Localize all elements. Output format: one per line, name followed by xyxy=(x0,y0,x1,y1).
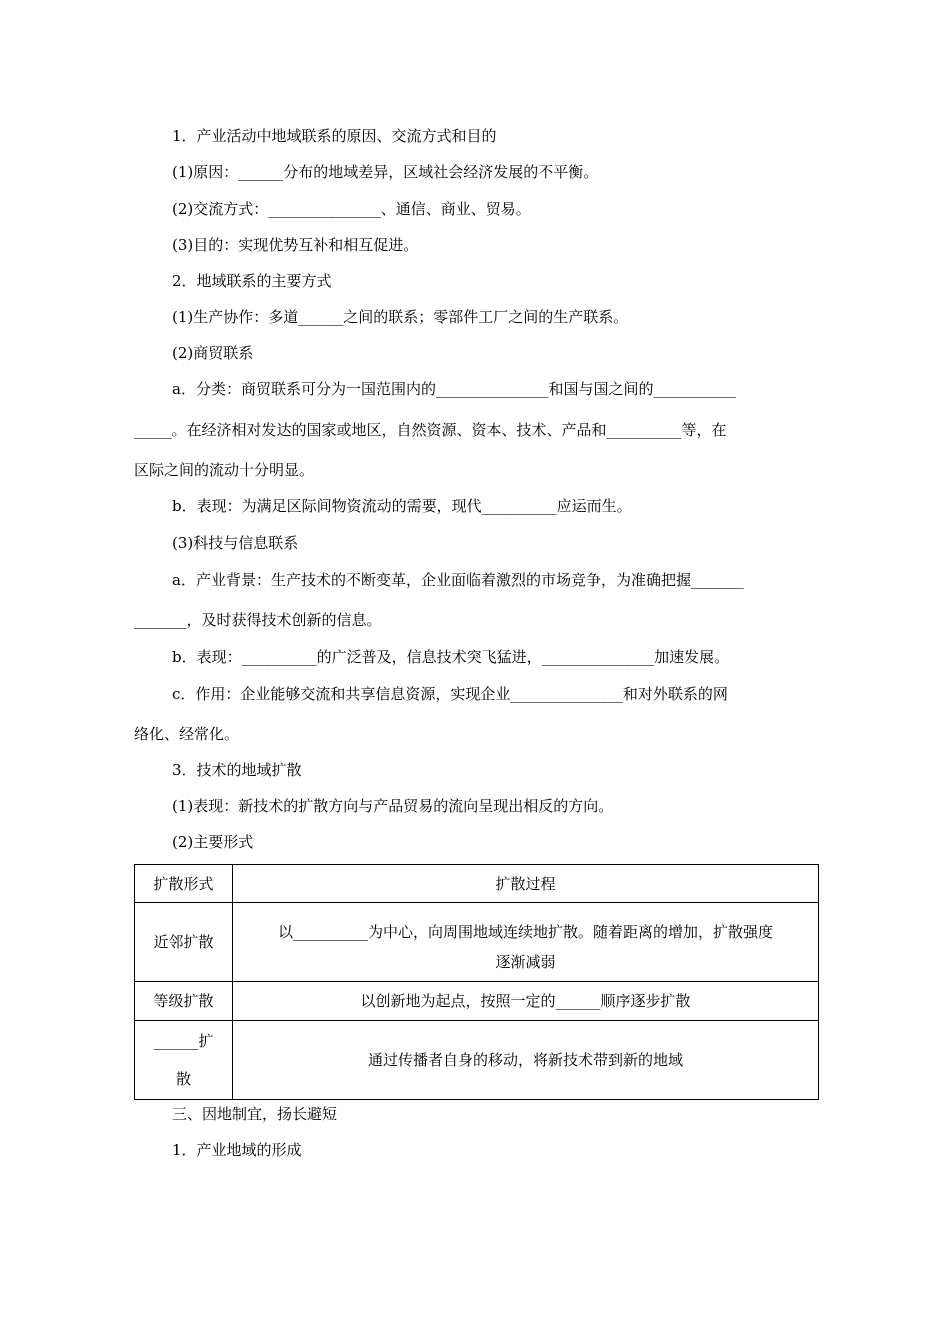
table-header-row xyxy=(135,865,819,903)
table-cell-form: 等级扩散 xyxy=(135,982,233,1021)
table-cell-form: 近邻扩散 xyxy=(135,903,233,982)
section-1-title: 1．产业活动中地域联系的原因、交流方式和目的 xyxy=(172,127,497,145)
form-line: 散 xyxy=(175,1070,191,1088)
paragraph: 区际之间的流动十分明显。 xyxy=(134,461,315,479)
paragraph: _____。在经济相对发达的国家或地区，自然资源、资本、技术、产品和__________等，在 xyxy=(134,421,727,439)
table-header-cell: 扩散形式 xyxy=(135,865,233,903)
paragraph: b．表现：为满足区际间物资流动的需要，现代__________应运而生。 xyxy=(172,497,632,515)
process-line: 逐渐减弱 xyxy=(495,953,556,971)
form-line: ______扩 xyxy=(153,1032,214,1050)
table-cell-process: 通过传播者自身的移动，将新技术带到新的地域 xyxy=(233,1021,819,1100)
section-4-title: 三、因地制宜，扬长避短 xyxy=(172,1105,338,1123)
paragraph: (1)原因：______分布的地域差异，区域社会经济发展的不平衡。 xyxy=(172,163,599,181)
paragraph: c．作用：企业能够交流和共享信息资源，实现企业_______________和对外联系的网 xyxy=(172,685,728,703)
paragraph: (3)科技与信息联系 xyxy=(172,534,299,552)
paragraph: (1)表现：新技术的扩散方向与产品贸易的流向呈现出相反的方向。 xyxy=(172,797,614,815)
process-line: 以__________为中心，向周围地域连续地扩散。随着距离的增加，扩散强度 xyxy=(277,923,773,941)
paragraph: a．产业背景：生产技术的不断变革，企业面临着激烈的市场竞争，为准确把握_______ xyxy=(172,571,744,589)
section-2-title: 2．地域联系的主要方式 xyxy=(172,272,332,290)
table-row xyxy=(135,1021,819,1100)
paragraph: (3)目的：实现优势互补和相互促进。 xyxy=(172,236,419,254)
section-3-title: 3．技术的地域扩散 xyxy=(172,761,302,779)
paragraph: b．表现：__________的广泛普及，信息技术突飞猛进，_______________加速发展。 xyxy=(172,648,730,666)
paragraph: (2)交流方式：_______________、通信、商业、贸易。 xyxy=(172,200,531,218)
paragraph: 络化、经常化。 xyxy=(134,725,240,743)
table-header-cell: 扩散过程 xyxy=(233,865,819,903)
diffusion-table xyxy=(134,864,819,1100)
paragraph: (2)商贸联系 xyxy=(172,344,254,362)
paragraph: _______，及时获得技术创新的信息。 xyxy=(134,611,382,629)
paragraph: 1．产业地域的形成 xyxy=(172,1141,302,1159)
table-cell-form xyxy=(135,1021,233,1100)
table-cell-process xyxy=(233,903,819,982)
table-cell-process: 以创新地为起点，按照一定的______顺序逐步扩散 xyxy=(233,982,819,1021)
paragraph: a．分类：商贸联系可分为一国范围内的_______________和国与国之间的___________ xyxy=(172,380,736,398)
paragraph: (1)生产协作：多道______之间的联系；零部件工厂之间的生产联系。 xyxy=(172,308,629,326)
table-row xyxy=(135,982,819,1021)
paragraph: (2)主要形式 xyxy=(172,833,254,851)
table-row xyxy=(135,903,819,982)
